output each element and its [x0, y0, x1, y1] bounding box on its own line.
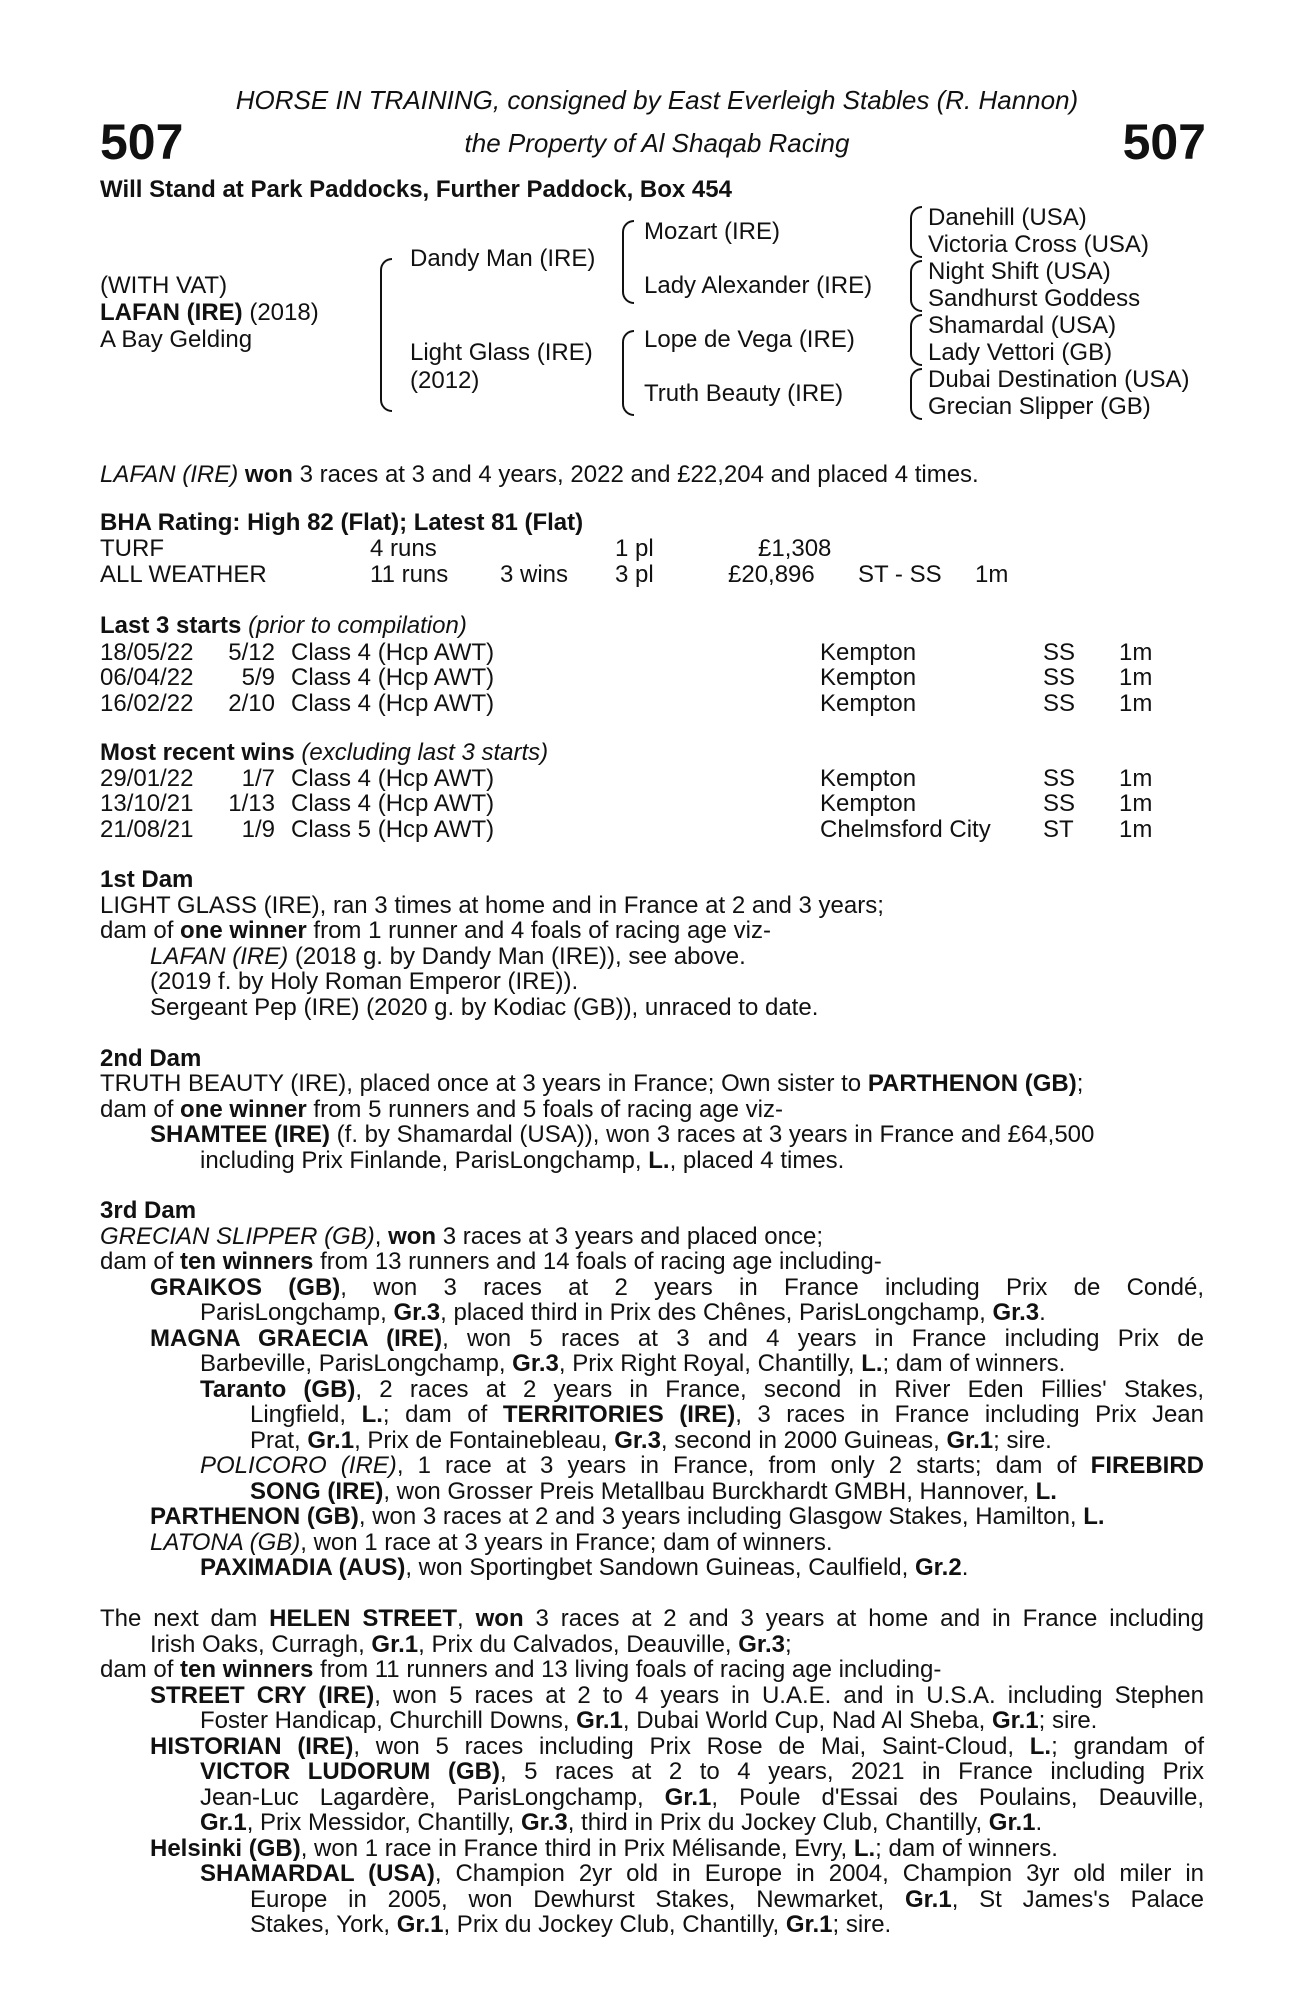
t: Gr.1: [988, 1809, 1036, 1836]
recent-wins-heading: [100, 740, 548, 765]
t: , Poule d'Essai des Poulains, Deauville,: [711, 1784, 1204, 1811]
cell-date: 13/10/21: [100, 790, 194, 818]
latona-entry: [150, 1530, 833, 1555]
t: Stakes, York,: [250, 1911, 397, 1938]
t: ; sire.: [993, 1427, 1052, 1454]
cell-pos: 5/9: [241, 664, 275, 692]
prize-money: £1,308: [758, 535, 832, 562]
t: ; dam of winners.: [882, 1350, 1066, 1377]
third-dam-line2: [100, 1249, 882, 1274]
t: , 5 races at 2 to 4 years, 2021 in France including Prix: [499, 1758, 1205, 1785]
cell-pos: 5/12: [228, 639, 275, 666]
t: HISTORIAN (IRE): [150, 1733, 354, 1760]
taranto-entry: [200, 1377, 1204, 1402]
first-dam-line1: LIGHT GLASS (IRE), ran 3 times at home and in France at 2 and 3 years;: [100, 892, 884, 919]
t: ; grandam of: [1051, 1733, 1205, 1760]
graikos-line1: [150, 1275, 1204, 1300]
t: Gr.1: [991, 1707, 1039, 1734]
cell-course: Kempton: [820, 664, 917, 692]
brace-gen1: [380, 258, 392, 412]
t: , Champion 2yr old in Europe in 2004, Champion 3yr old miler in: [434, 1860, 1204, 1887]
bha-rating-title: BHA Rating: High 82 (Flat); Latest 81 (Flat): [100, 509, 584, 536]
historian-line3-wrap: [200, 1785, 1204, 1810]
t: one winner: [180, 917, 307, 944]
t: ; dam of winners.: [875, 1835, 1058, 1862]
t: ten winners: [180, 1656, 314, 1683]
sire-sire-dam: Victoria Cross (USA): [928, 231, 1149, 258]
t: PARTHENON (GB): [150, 1503, 359, 1530]
cell-date: 29/01/22: [100, 765, 194, 792]
t: The next dam: [100, 1605, 270, 1632]
second-dam-line2: [100, 1097, 783, 1122]
prize-money: £20,896: [728, 561, 815, 588]
recent-win-row: [0, 791, 1314, 817]
shamtee-line1: [150, 1122, 1094, 1147]
brace-ds: [910, 314, 922, 366]
historian-line1-wrap: [150, 1734, 1204, 1759]
t: LAFAN (IRE): [150, 943, 289, 970]
street-cry-line2: [200, 1708, 1097, 1733]
t: L.: [1035, 1478, 1057, 1505]
t: Gr.1: [307, 1427, 355, 1454]
cell-date: 06/04/22: [100, 664, 194, 692]
t: , placed third in Prix des Chênes, ParisLongchamp,: [440, 1299, 993, 1326]
t: , 2 races at 2 years in France, second in River Eden Fillies' Stakes,: [355, 1376, 1204, 1403]
t: FIREBIRD: [1090, 1452, 1204, 1479]
race-summary: [100, 462, 979, 487]
t: , won 1 race in France third in Prix Mélisande, Evry,: [300, 1835, 854, 1862]
shamardal-line1-wrap: [200, 1861, 1204, 1886]
dam-sire: Lope de Vega (IRE): [644, 326, 855, 353]
taranto-line1: [200, 1377, 1204, 1402]
sire-dam-sire: Night Shift (USA): [928, 258, 1111, 285]
t: Gr.3: [992, 1299, 1040, 1326]
cell-date: 18/05/22: [100, 639, 194, 666]
t: , Prix Right Royal, Chantilly,: [558, 1350, 862, 1377]
t: Gr.1: [905, 1886, 952, 1913]
parthenon-entry: [150, 1504, 1105, 1529]
placed: 3 pl: [615, 561, 654, 588]
dam-sire-dam: Lady Vettori (GB): [928, 339, 1113, 366]
last3-row: [0, 691, 1314, 717]
t: L.: [361, 1401, 383, 1428]
cell-dist: 1m: [1119, 765, 1153, 792]
t: Lingfield,: [250, 1401, 362, 1428]
summary-text: 3 races at 3 and 4 years, 2022 and £22,204 and placed 4 times.: [292, 461, 979, 488]
t: Gr.2: [914, 1554, 962, 1581]
t: , won 3 races at 2 years in France including Prix de Condé,: [340, 1274, 1204, 1301]
taranto-line3: [250, 1428, 1052, 1453]
runs: 4 runs: [370, 535, 437, 562]
t: one winner: [180, 1096, 307, 1123]
cell-going: ST: [1043, 815, 1074, 843]
shamardal-line2: [250, 1887, 1204, 1912]
horse-name: LAFAN (IRE): [100, 299, 243, 326]
brace-dd: [910, 368, 922, 420]
second-dam-title: 2nd Dam: [100, 1045, 202, 1072]
cell-course: Kempton: [820, 790, 917, 818]
cell-going: SS: [1043, 639, 1076, 666]
next-dam-line3: [100, 1657, 941, 1682]
cell-pos: 1/7: [241, 765, 275, 792]
t: SHAMTEE (IRE): [150, 1121, 330, 1148]
t: , Prix du Jockey Club, Chantilly,: [443, 1911, 786, 1938]
street-cry-line1-wrap: [150, 1683, 1204, 1708]
cell-dist: 1m: [1119, 639, 1153, 666]
cell-dist: 1m: [1119, 664, 1153, 692]
t: LATONA (GB): [150, 1529, 301, 1556]
t: Gr.3: [614, 1427, 661, 1454]
graikos-entry: [150, 1275, 1204, 1300]
taranto-line2: [250, 1402, 1204, 1427]
t: Gr.3: [738, 1631, 785, 1658]
historian-line1: [150, 1734, 1204, 1759]
horse-year: (2018): [249, 299, 319, 326]
dam-year: (2012): [410, 367, 480, 394]
t: , Prix Messidor, Chantilly,: [246, 1809, 522, 1836]
t: (f. by Shamardal (USA)), won 3 races at 3 years in France and £64,500: [330, 1121, 1095, 1148]
cell-date: 21/08/21: [100, 815, 194, 843]
shamardal-line3: [250, 1912, 891, 1937]
stand-location: Will Stand at Park Paddocks, Further Paddock, Box 454: [100, 176, 732, 203]
policoro-line1: [200, 1453, 1204, 1478]
t: Helsinki (GB): [150, 1835, 301, 1862]
first-dam-line2: [100, 918, 771, 943]
cell-race: Class 5 (Hcp AWT): [291, 815, 495, 843]
t: , 1 race at 3 years in France, from only 2 starts; dam of: [396, 1452, 1091, 1479]
t: won: [388, 1223, 437, 1250]
t: ; dam of: [382, 1401, 503, 1428]
sire-sire-sire: Danehill (USA): [928, 204, 1087, 231]
t: L.: [648, 1147, 670, 1174]
t: , won 5 races at 2 to 4 years in U.A.E. and in U.S.A. including Stephen: [374, 1682, 1204, 1709]
sire-dam: Lady Alexander (IRE): [644, 272, 873, 299]
t: Gr.3: [512, 1350, 559, 1377]
t: Prat,: [250, 1427, 308, 1454]
t: L.: [1083, 1503, 1105, 1530]
t: STREET CRY (IRE): [150, 1682, 375, 1709]
t: won: [475, 1605, 524, 1632]
cell-pos: 2/10: [228, 689, 275, 717]
lot-number-left: 507: [100, 114, 184, 170]
surface: ALL WEATHER: [100, 561, 267, 588]
t: ; sire.: [832, 1911, 892, 1938]
horse-name-line: [100, 300, 319, 325]
last3-title: Last 3 starts: [100, 612, 242, 639]
t: Taranto (GB): [200, 1376, 356, 1403]
helsinki-entry: [150, 1836, 1058, 1861]
historian-line3: [200, 1785, 1204, 1810]
cell-pos: 1/9: [241, 815, 275, 843]
last3-row: [0, 640, 1314, 666]
t: (2018 g. by Dandy Man (IRE)), see above.: [288, 943, 746, 970]
t: Gr.1: [371, 1631, 419, 1658]
t: L.: [853, 1835, 876, 1862]
t: from 11 runners and 13 living foals of racing age including-: [313, 1656, 942, 1683]
consignor-line: HORSE IN TRAINING, consigned by East Everleigh Stables (R. Hannon): [235, 85, 1079, 115]
vat-label: (WITH VAT): [100, 272, 228, 299]
t: , won 3 races at 2 and 3 years including Glasgow Stakes, Hamilton,: [358, 1503, 1084, 1530]
paximadia-entry: [200, 1555, 968, 1580]
t: TERRITORIES (IRE): [502, 1401, 736, 1428]
t: , won 5 races including Prix Rose de Mai, Saint-Cloud,: [353, 1733, 1030, 1760]
distance: 1m: [975, 561, 1009, 588]
t: HELEN STREET: [269, 1605, 458, 1632]
wins: 3 wins: [500, 561, 569, 588]
dam-sire-sire: Shamardal (USA): [928, 312, 1117, 339]
t: ,: [457, 1605, 476, 1632]
cell-dist: 1m: [1119, 815, 1153, 843]
summary-won: won: [244, 461, 293, 488]
first-dam-foal2: (2019 f. by Holy Roman Emperor (IRE)).: [150, 968, 579, 995]
cell-course: Kempton: [820, 765, 917, 792]
cell-course: Chelmsford City: [820, 815, 991, 843]
first-dam-title: 1st Dam: [100, 866, 194, 893]
t: 3 races at 2 and 3 years at home and in France including: [523, 1605, 1204, 1632]
t: VICTOR LUDORUM (GB): [200, 1758, 500, 1785]
recent-wins-note: (excluding last 3 starts): [301, 739, 549, 766]
t: Gr.1: [664, 1784, 712, 1811]
sire-dam-dam: Sandhurst Goddess: [928, 285, 1141, 312]
t: , won 1 race at 3 years in France; dam of winners.: [300, 1529, 833, 1556]
first-dam-foal3: Sergeant Pep (IRE) (2020 g. by Kodiac (GB)), unraced to date.: [150, 994, 819, 1021]
t: ,: [374, 1223, 389, 1250]
going: ST - SS: [858, 561, 942, 588]
t: , St James's Palace: [951, 1886, 1205, 1913]
historian-line2: [200, 1759, 1204, 1784]
t: 3 races at 3 years and placed once;: [436, 1223, 823, 1250]
t: , Prix de Fontainebleau,: [354, 1427, 615, 1454]
t: POLICORO (IRE): [200, 1452, 397, 1479]
t: .: [1035, 1809, 1043, 1836]
shamtee-line2: [200, 1148, 844, 1173]
t: Gr.1: [946, 1427, 994, 1454]
t: dam of: [100, 1096, 181, 1123]
graikos-line2: [200, 1300, 1046, 1325]
historian-line2-wrap: [200, 1759, 1204, 1784]
policoro-line2: [250, 1479, 1057, 1504]
t: , second in 2000 Guineas,: [660, 1427, 947, 1454]
cell-dist: 1m: [1119, 689, 1153, 717]
t: ten winners: [180, 1248, 314, 1275]
policoro-entry: [200, 1453, 1204, 1478]
t: , Prix du Calvados, Deauville,: [418, 1631, 739, 1658]
t: Europe in 2005, won Dewhurst Stakes, Newmarket,: [250, 1886, 905, 1913]
next-dam-line2: [150, 1632, 792, 1657]
brace-dam: [622, 330, 634, 416]
magna-line1: [150, 1326, 1204, 1351]
horse-description: A Bay Gelding: [100, 326, 253, 353]
cell-going: SS: [1043, 664, 1076, 692]
cell-going: SS: [1043, 689, 1076, 717]
third-dam-title: 3rd Dam: [100, 1197, 197, 1224]
cell-dist: 1m: [1119, 790, 1153, 818]
last3-row: [0, 665, 1314, 691]
t: L.: [1029, 1733, 1052, 1760]
t: Barbeville, ParisLongchamp,: [200, 1350, 513, 1377]
t: ParisLongchamp,: [200, 1299, 394, 1326]
brace-sd: [910, 260, 922, 312]
t: TRUTH BEAUTY (IRE), placed once at 3 years in France; Own sister to: [100, 1070, 868, 1097]
magna-graecia-entry: [150, 1326, 1204, 1351]
t: , won Sportingbet Sandown Guineas, Caulfield,: [405, 1554, 915, 1581]
cell-race: Class 4 (Hcp AWT): [291, 765, 495, 792]
t: ;: [1076, 1070, 1084, 1097]
rating-row-turf: [0, 536, 1314, 562]
t: PARTHENON (GB): [867, 1070, 1077, 1097]
t: Gr.3: [393, 1299, 441, 1326]
recent-wins-title: Most recent wins: [100, 739, 295, 766]
dam-dam: Truth Beauty (IRE): [644, 380, 844, 407]
t: Gr.1: [785, 1911, 833, 1938]
recent-win-row: [0, 766, 1314, 792]
rating-row-allweather: [0, 562, 1314, 588]
sire-sire: Mozart (IRE): [644, 218, 781, 245]
shamardal-line2-wrap: [250, 1887, 1204, 1912]
t: from 13 runners and 14 foals of racing age including-: [313, 1248, 882, 1275]
cell-race: Class 4 (Hcp AWT): [291, 639, 495, 666]
cell-race: Class 4 (Hcp AWT): [291, 790, 495, 818]
t: from 5 runners and 5 foals of racing age viz-: [306, 1096, 783, 1123]
t: Jean-Luc Lagardère, ParisLongchamp,: [200, 1784, 665, 1811]
next-dam-line1-wrap: [100, 1606, 1204, 1631]
summary-horse-name: LAFAN (IRE): [100, 461, 239, 488]
cell-race: Class 4 (Hcp AWT): [291, 664, 495, 692]
last3-note: (prior to compilation): [248, 612, 467, 639]
t: including Prix Finlande, ParisLongchamp,: [200, 1147, 649, 1174]
shamardal-line1: [200, 1861, 1204, 1886]
last3-heading: [100, 613, 467, 638]
t: , third in Prix du Jockey Club, Chantilly,: [567, 1809, 989, 1836]
t: GRECIAN SLIPPER (GB): [100, 1223, 375, 1250]
cell-pos: 1/13: [228, 790, 275, 818]
dam: Light Glass (IRE): [410, 339, 593, 366]
t: dam of: [100, 917, 181, 944]
t: Irish Oaks, Curragh,: [150, 1631, 372, 1658]
sire: Dandy Man (IRE): [410, 245, 596, 272]
t: .: [1039, 1299, 1046, 1326]
t: Gr.1: [200, 1809, 247, 1836]
t: , won Grosser Preis Metallbau Burckhardt GMBH, Hannover,: [383, 1478, 1036, 1505]
cell-course: Kempton: [820, 639, 917, 666]
historian-line4: [200, 1810, 1042, 1835]
cell-going: SS: [1043, 790, 1076, 818]
t: L.: [861, 1350, 883, 1377]
t: .: [961, 1554, 969, 1581]
taranto-line2-wrap: [250, 1402, 1204, 1427]
t: Foster Handicap, Churchill Downs,: [200, 1707, 577, 1734]
t: SHAMARDAL (USA): [200, 1860, 435, 1887]
placed: 1 pl: [615, 535, 654, 562]
t: Gr.1: [576, 1707, 623, 1734]
first-dam-foal1: [150, 944, 746, 969]
cell-date: 16/02/22: [100, 689, 194, 717]
runs: 11 runs: [370, 561, 449, 588]
t: , placed 4 times.: [669, 1147, 845, 1174]
brace-ss: [910, 206, 922, 258]
t: from 1 runner and 4 foals of racing age viz-: [306, 917, 771, 944]
magna-line2: [200, 1351, 1065, 1376]
street-cry-line1: [150, 1683, 1204, 1708]
t: , won 5 races at 3 and 4 years in France including Prix de: [442, 1325, 1204, 1352]
cell-going: SS: [1043, 765, 1076, 792]
owner-line: the Property of Al Shaqab Racing: [464, 128, 850, 158]
t: MAGNA GRAECIA (IRE): [150, 1325, 443, 1352]
brace-sire: [622, 220, 634, 304]
t: ;: [784, 1631, 792, 1658]
t: dam of: [100, 1248, 181, 1275]
third-dam-line1: [100, 1224, 823, 1249]
t: GRAIKOS (GB): [150, 1274, 341, 1301]
t: , 3 races in France including Prix Jean: [735, 1401, 1205, 1428]
cell-race: Class 4 (Hcp AWT): [291, 689, 495, 717]
t: PAXIMADIA (AUS): [200, 1554, 406, 1581]
t: , Dubai World Cup, Nad Al Sheba,: [622, 1707, 992, 1734]
t: ; sire.: [1038, 1707, 1098, 1734]
cell-course: Kempton: [820, 689, 917, 717]
t: dam of: [100, 1656, 181, 1683]
next-dam-line1: [100, 1606, 1204, 1631]
dam-dam-sire: Dubai Destination (USA): [928, 366, 1190, 393]
dam-dam-dam: Grecian Slipper (GB): [928, 393, 1151, 420]
t: Gr.1: [396, 1911, 444, 1938]
surface: TURF: [100, 535, 164, 562]
t: Gr.3: [521, 1809, 568, 1836]
recent-win-row: [0, 817, 1314, 843]
second-dam-line1: [100, 1071, 1083, 1096]
spacer: [238, 461, 245, 488]
lot-number-right: 507: [1122, 114, 1206, 170]
t: SONG (IRE): [250, 1478, 384, 1505]
